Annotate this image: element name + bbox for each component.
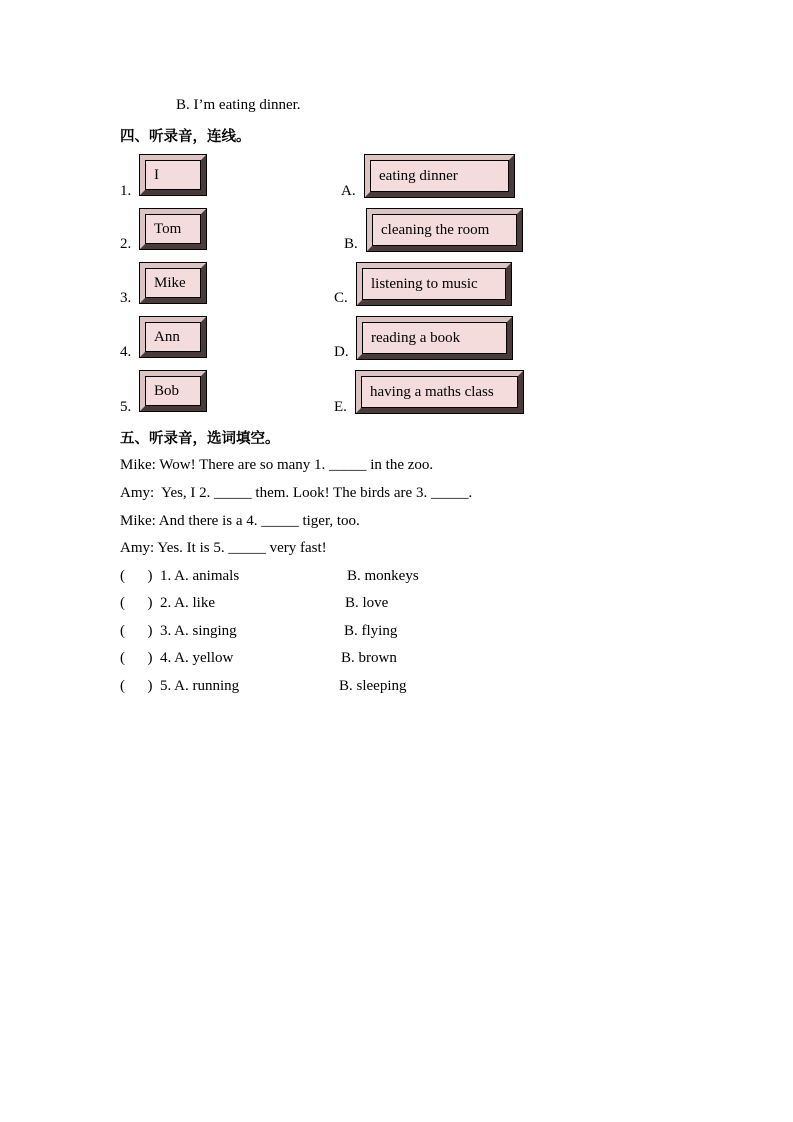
left-number-4: 4.	[120, 344, 132, 360]
match-box-left-4-label: Ann	[154, 328, 180, 345]
match-box-right-c[interactable]	[357, 263, 511, 305]
match-box-right-a[interactable]	[365, 155, 514, 197]
section4-heading: 四、听录音，连线。	[120, 129, 251, 145]
choice-4-b: B. brown	[341, 650, 397, 666]
match-box-left-2-label: Tom	[154, 220, 182, 237]
match-box-right-e[interactable]	[356, 371, 523, 413]
answer-bracket-2[interactable]: ( )	[120, 595, 153, 611]
choice-3-b: B. flying	[344, 623, 398, 639]
match-box-right-b-label: cleaning the room	[381, 221, 490, 238]
choice-5-b: B. sleeping	[339, 678, 407, 694]
answer-bracket-4[interactable]: ( )	[120, 650, 153, 666]
top-answer-line: B. I’m eating dinner.	[176, 97, 301, 113]
dialogue-line-4: Amy: Yes. It is 5. _____ very fast!	[120, 540, 327, 556]
choice-1-b: B. monkeys	[347, 568, 419, 584]
match-box-left-1[interactable]	[140, 155, 206, 195]
left-number-5: 5.	[120, 399, 132, 415]
right-letter-c: C.	[334, 290, 348, 306]
answer-bracket-3[interactable]: ( )	[120, 623, 153, 639]
choice-2-b: B. love	[345, 595, 389, 611]
right-letter-b: B.	[344, 236, 358, 252]
choice-5-a: 5. A. running	[160, 678, 240, 694]
match-box-right-e-label: having a maths class	[370, 383, 494, 400]
left-number-3: 3.	[120, 290, 132, 306]
match-box-left-1-label: I	[154, 166, 159, 183]
left-number-2: 2.	[120, 236, 132, 252]
section5-heading: 五、听录音，选词填空。	[120, 431, 280, 447]
right-letter-a: A.	[341, 183, 356, 199]
choice-2-a: 2. A. like	[160, 595, 215, 611]
match-box-left-5-label: Bob	[154, 382, 180, 399]
match-box-left-4[interactable]	[140, 317, 206, 357]
dialogue-line-2: Amy: Yes, I 2. _____ them. Look! The birds are 3. _____.	[120, 485, 473, 501]
match-box-left-3[interactable]	[140, 263, 206, 303]
match-box-right-c-label: listening to music	[371, 275, 478, 292]
choice-1-a: 1. A. animals	[160, 568, 240, 584]
choice-3-a: 3. A. singing	[160, 623, 237, 639]
dialogue-line-3: Mike: And there is a 4. _____ tiger, too.	[120, 513, 360, 529]
match-box-right-d-label: reading a book	[371, 329, 461, 346]
right-letter-d: D.	[334, 344, 349, 360]
answer-bracket-1[interactable]: ( )	[120, 568, 153, 584]
right-letter-e: E.	[334, 399, 347, 415]
left-number-1: 1.	[120, 183, 132, 199]
dialogue-line-1: Mike: Wow! There are so many 1. _____ in the zoo.	[120, 457, 434, 473]
match-box-left-5[interactable]	[140, 371, 206, 411]
answer-bracket-5[interactable]: ( )	[120, 678, 153, 694]
match-box-left-2[interactable]	[140, 209, 206, 249]
choice-4-a: 4. A. yellow	[160, 650, 234, 666]
match-box-right-a-label: eating dinner	[379, 167, 458, 184]
match-box-left-3-label: Mike	[154, 274, 186, 291]
match-box-right-d[interactable]	[357, 317, 512, 359]
match-box-right-b[interactable]	[367, 209, 522, 251]
